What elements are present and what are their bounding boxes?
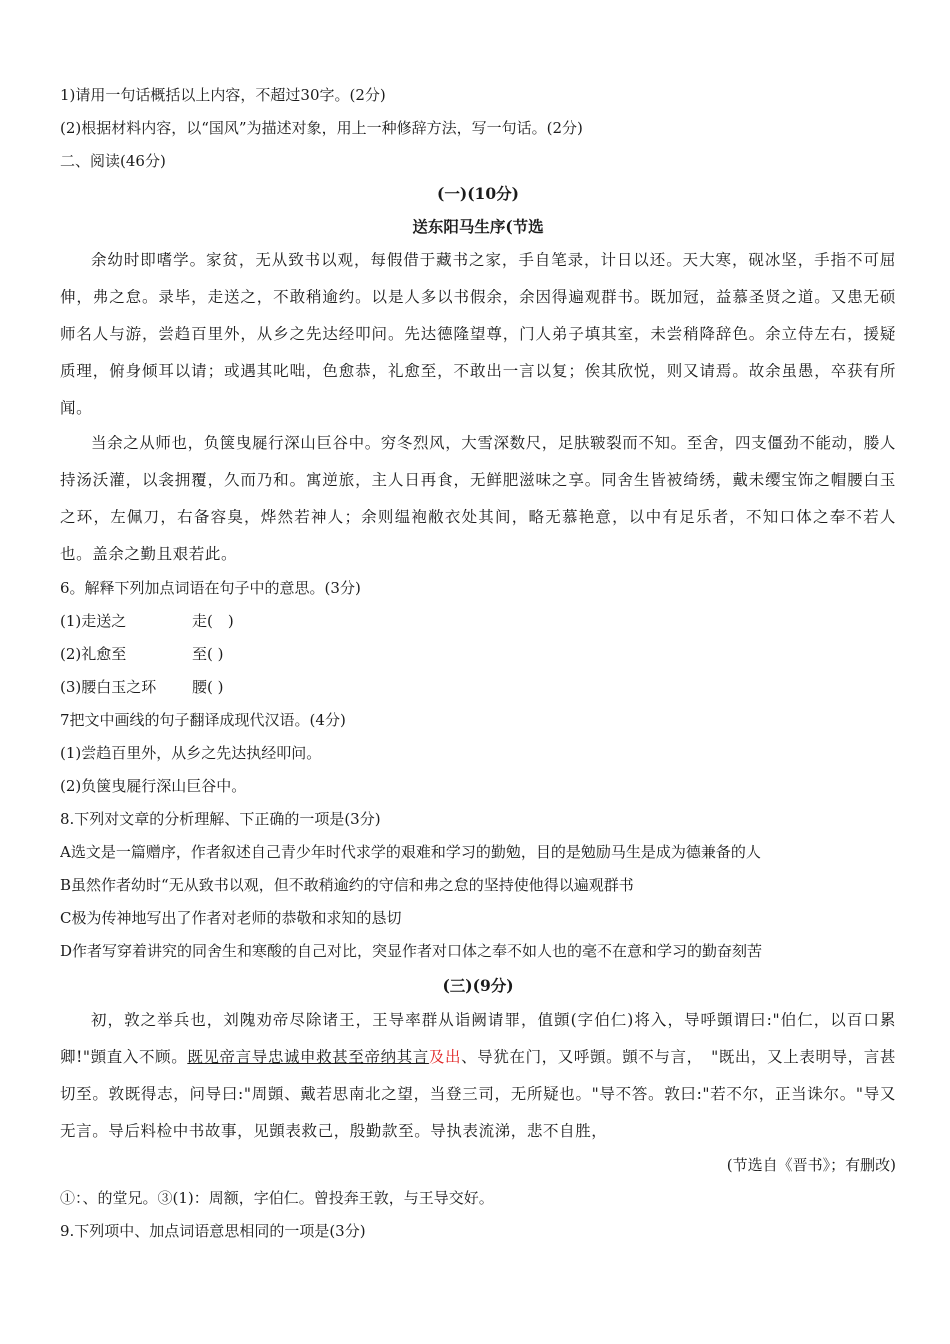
passage-3-paragraph xyxy=(60,1002,896,1150)
part-3-heading: (三)(9分) xyxy=(442,976,514,995)
q6-item-1-phrase: (1)走送之 xyxy=(60,612,127,630)
question-2-rhetoric: (2)根据材料内容，以“国风”为描述对象，用上一种修辞方法，写一句话。(2分) xyxy=(60,119,583,137)
q8-option-c: C极为传神地写出了作者对老师的恭敬和求知的恳切 xyxy=(60,909,402,927)
q6-item-2-answer: 至( ) xyxy=(192,645,224,663)
source-citation: (节选自《晋书》；有删改) xyxy=(726,1156,896,1174)
q8-option-b: B虽然作者幼时“无从致书以观，但不敢稍逾约的守信和弗之怠的坚持使他得以遍观群书 xyxy=(60,876,634,894)
passage-paragraph-1: 余幼时即嗜学。家贫，无从致书以观，每假借于藏书之家，手自笔录，计日以还。天大寒，砚冰坚，手指不可屈伸，弗之怠。录毕，走送之，不敢稍逾约。以是人多以书假余，余因得遍观群书。既加冠，益慕圣贤之道。又患无硕师名人与游，尝趋百里外，从乡之先达经叩问。先达德隆望尊，门人弟子填其室，未尝稍降辞色。余立侍左右，援疑质理，俯身倾耳以请；或遇其叱咄，色愈恭，礼愈至，不敢出一言以复；俟其欣悦，则又请焉。故余虽愚，卒获有所闻。 xyxy=(60,251,896,417)
question-7-stem: 7把文中画线的句子翻译成现代汉语。(4分) xyxy=(60,711,346,729)
q8-option-d: D作者写穿着讲究的同舍生和寒酸的自己对比，突显作者对口体之奉不如人也的毫不在意和学习的勤奋刻苦 xyxy=(60,942,763,960)
passage-3-start: 初，敦之举兵也，刘隗劝帝尽除诸王，王导率群从诣阙请罪，值顗(字伯仁)将入，导呼顗谓曰:"伯仁，以百口累卿!"顗直入不顾。 xyxy=(60,1011,896,1066)
part-1-heading: (一)(10分) xyxy=(437,184,519,203)
q8-option-a: A选文是一篇赠序，作者叙述自己青少年时代求学的艰难和学习的勤勉，目的是勉励马生是成为德兼备的人 xyxy=(60,843,761,861)
q6-item-3-answer: 腰( ) xyxy=(192,678,224,696)
question-1-summary: 1)请用一句话概括以上内容，不超过30字。(2分) xyxy=(60,86,386,104)
question-6-stem: 6。解释下列加点词语在句子中的意思。(3分) xyxy=(60,579,361,597)
annotation-note: ①：、的堂兄。③(1)：周额，字伯仁。曾投奔王敦，与王导交好。 xyxy=(60,1189,494,1207)
passage-paragraph-2: 当余之从师也，负箧曳屣行深山巨谷中。穷冬烈风，大雪深数尺，足肤皲裂而不知。至舍，四支僵劲不能动，媵人持汤沃灌，以衾拥覆，久而乃和。寓逆旅，主人日再食，无鲜肥滋味之享。同舍生皆被绮绣，戴未缨宝饰之帽腰白玉之环，左佩刀，右备容臭，烨然若神人；余则缊袍敝衣处其间，略无慕艳意，以中有足乐者，不知口体之奉不若人也。盖余之勤且艰若此。 xyxy=(60,434,897,563)
passage-3-end: 、导犹在门，又呼顗。顗不与言， "既出，又上表明导，言甚切至。敦既得志，问导曰:"周顗、戴若思南北之望，当登三司，无所疑也。"导不答。敦曰:"若不尔，正当诛尔。"导又无言。导后料检中书故事，见顗表救己，殷勤款至。导执表流涕，悲不自胜， xyxy=(60,1048,896,1140)
passage-title: 送东阳马生序(节选 xyxy=(412,217,544,236)
q6-item-3-phrase: (3)腰白玉之环 xyxy=(60,678,157,696)
section-2-heading: 二、阅读(46分) xyxy=(60,152,166,170)
highlighted-phrase: 及出 xyxy=(428,1048,462,1066)
q6-item-2-phrase: (2)礼愈至 xyxy=(60,645,127,663)
underlined-sentence: 既见帝言导忠诚申救甚至帝纳其言 xyxy=(187,1048,429,1066)
question-8-stem: 8.下列对文章的分析理解、下正确的一项是(3分) xyxy=(60,810,381,828)
question-9-stem: 9.下列项中、加点词语意思相同的一项是(3分) xyxy=(60,1222,366,1240)
q6-item-1-answer: 走( ) xyxy=(192,612,234,630)
q7-sentence-2: (2)负箧曳屣行深山巨谷中。 xyxy=(60,777,247,795)
q7-sentence-1: (1)尝趋百里外，从乡之先达执经叩问。 xyxy=(60,744,322,762)
